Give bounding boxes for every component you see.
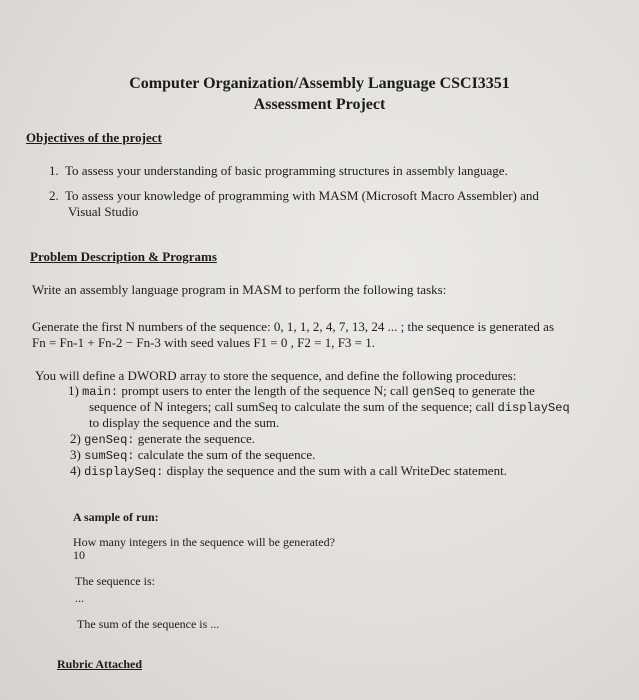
objectives-heading: Objectives of the project [26,130,162,145]
objective-text: To assess your knowledge of programming with MASM (Microsoft Macro Assembler) and [65,188,539,203]
procedure-main-cont2: to display the sequence and the sum. [89,415,280,430]
sample-input: 10 [73,548,85,562]
procedure-number: 4) [70,463,81,478]
objective-item-2 [49,188,539,204]
procedure-ref: displaySeq [497,401,570,415]
rubric-link: Rubric Attached [57,657,142,671]
procedure-name: displaySeq: [84,465,164,479]
procedure-number: 2) [70,431,81,446]
procedure-name: sumSeq: [84,449,135,463]
procedure-main-cont1 [89,399,570,415]
problem-intro: Write an assembly language program in MASM to perform the following tasks: [32,282,447,297]
procedure-name: genSeq: [84,433,135,447]
procedure-desc-tail: to generate the [458,383,535,398]
sample-heading: A sample of run: [73,510,159,524]
sample-sequence-label: The sequence is: [75,574,155,588]
procedure-displayseq [70,463,507,479]
procedure-number: 3) [70,447,81,462]
procedure-sumseq [70,447,315,463]
objective-number: 1. [49,163,59,178]
procedure-genseq [70,431,255,447]
document-title: Computer Organization/Assembly Language CSCI3351 [129,75,510,92]
recurrence-formula: Fn = Fn-1 + Fn-2 − Fn-3 with seed values F1 = 0 , F2 = 1, F3 = 1. [32,335,376,350]
sequence-description: Generate the first N numbers of the sequence: 0, 1, 1, 2, 4, 7, 13, 24 ... ; the sequence is generated as [32,319,555,334]
procedure-ref: genSeq [411,385,456,399]
sample-sum-label: The sum of the sequence is ... [77,617,220,631]
procedure-desc: prompt users to enter the length of the sequence N; call [121,383,409,398]
objective-number: 2. [49,188,59,203]
sample-prompt: How many integers in the sequence will be generated? [73,535,335,549]
problem-heading: Problem Description & Programs [30,249,217,264]
procedure-desc: display the sequence and the sum with a call WriteDec statement. [166,463,507,478]
objective-text: To assess your understanding of basic programming structures in assembly language. [65,163,508,178]
dword-instructions: You will define a DWORD array to store the sequence, and define the following procedures: [35,368,517,383]
objective-item-2-continued: Visual Studio [68,204,139,219]
procedure-main [68,383,535,399]
document-subtitle: Assessment Project [253,96,386,113]
procedure-desc: calculate the sum of the sequence. [137,447,316,462]
sample-sequence-dots: ... [75,591,84,605]
objective-item-1 [49,163,508,179]
procedure-name: main: [82,385,119,399]
procedure-number: 1) [68,383,79,398]
procedure-desc: generate the sequence. [137,431,256,446]
procedure-cont-text: sequence of N integers; call sumSeq to calculate the sum of the sequence; call [89,399,495,414]
